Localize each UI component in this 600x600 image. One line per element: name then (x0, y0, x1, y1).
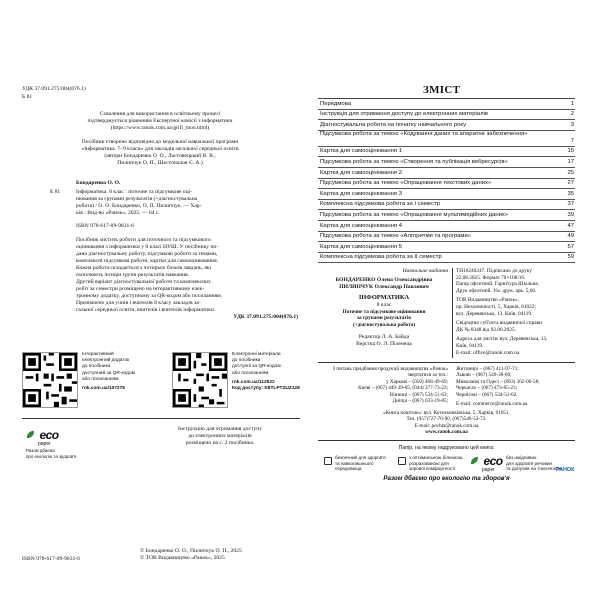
compliance-block (20, 139, 300, 167)
toc-row-label: Підсумкова робота за темою «Кодування даних та апаратне забезпечення» (320, 130, 528, 137)
paper-item-line: середовища (335, 466, 362, 472)
orders-right (456, 366, 586, 407)
order-phone: Миколаєві та Одесі – (063) 362-06-58; (456, 378, 540, 385)
order-phone: Житомирі – (067) 411-97-71; (456, 366, 519, 372)
eco-paper-logo (26, 426, 59, 447)
eco-caption-line: Разом дбаємо (26, 448, 55, 453)
order-phone: Вінниці – (067) 534-51-62; (389, 391, 448, 398)
divider (318, 362, 575, 363)
toc-row-page: 25 (567, 169, 574, 176)
toc-row-label: Діагностувальна робота на початку навчального року (320, 121, 467, 128)
publisher-line: ТОВ Видавництво «Ранок», (456, 297, 519, 304)
abstract-line: оцінювання з інформатики у 8 класі НУШ. У посібнику по- (76, 244, 219, 250)
toc-row-label: Інструкція для отримання доступу до електронних матеріалів (320, 111, 488, 118)
abstract-line: Посібник містить роботи для поточного та підсумкового (76, 237, 211, 243)
paper-item-1 (335, 455, 386, 472)
divider (318, 440, 575, 441)
qr2-caption-line: до посібника (232, 358, 261, 364)
leaf-icon (26, 426, 35, 435)
printed-line: Адреса для листів: вул. Деревянська, 13, (456, 336, 548, 343)
order-phone: у Харкові – (050) 468-49-69; (385, 379, 448, 385)
eco-paper-logo (470, 452, 503, 473)
toc-row-label: Картка для самооцінювання 4 (320, 222, 402, 229)
udk-code-bottom: УДК 37.091.275:004(076.1) (233, 314, 298, 320)
compliance-line: «Інформатика. 7–9 класи» для закладів загальної середньої освіти (81, 146, 239, 152)
qr-pattern-icon (23, 353, 77, 407)
website-link[interactable]: www.ranok.com.ua (425, 429, 468, 436)
toc-row[interactable] (318, 179, 575, 190)
qr2-caption-line: або посиланням (232, 370, 269, 376)
toc-row[interactable] (318, 147, 575, 158)
copyright-line: © Бондаренко О. О., Пилипчук О. П., 2025 (140, 548, 242, 554)
toc-row-label: Картка для самооцінювання 5 (320, 243, 402, 250)
approval-line: підтверджується рішенням Експертної комісії з інформатики (87, 118, 233, 124)
catalog-line: ків : Вид-во «Ранок», 2025. — 64 с. (76, 210, 160, 216)
commerce-email: E-mail: commerce@ranok.com.ua (456, 401, 528, 408)
abstract-line: Кожна робота складається з чотирьох блоків завдань, які (76, 265, 212, 271)
abstract-line: гальної середньої освіти, вчителів і вчителів інформатики. (76, 307, 216, 313)
catalog-description (76, 189, 298, 217)
abstract-line: Другий варіант діагностувальної роботи та комплексних (76, 279, 211, 285)
subtitle-line: (+діагностувальна робота) (352, 321, 416, 328)
catalog-line: Інформатика. 8 клас : поточне та підсумкове оці- (76, 189, 193, 195)
toc-row[interactable] (318, 189, 575, 200)
divider (22, 418, 300, 419)
toc-row[interactable] (318, 99, 575, 110)
compliance-line: Пилипчук О. П., Шестопалов Є. А.) (117, 160, 203, 166)
paper-item-line: з оптимальною білизною, (409, 455, 464, 460)
eco-caption-line: про екологію та здоров'я (26, 453, 77, 459)
toc-title: ЗМІСТ (423, 84, 461, 96)
eco-logo-text: eco (39, 428, 59, 442)
toc-row[interactable] (318, 110, 575, 121)
order-phone: Дніпрі – (067) 633-19-85; (392, 398, 448, 405)
layout-credit: Верстка О. Л. Піленець (356, 341, 412, 347)
author-name: ПИЛИПЧУК Олександр Павлович (339, 284, 429, 290)
isbn-bottom: ISBN 978-617-09-9831-6 (22, 556, 80, 562)
abstract-line: робіт за семестри розміщено на інтерактивному елек- (76, 286, 205, 292)
toc-row-label: Комплексна підсумкова робота за ІІ семестр (320, 254, 442, 261)
qr2-caption-line: Електронні матеріали (232, 352, 281, 357)
author-name: БОНДАРЕНКО Олена Олександрівна (335, 277, 433, 283)
toc-row-label: Підсумкова робота за темою «Опрацювання мультимедійних даних» (320, 211, 509, 218)
approval-block (20, 111, 300, 132)
qr1-caption-line: або посиланням (82, 376, 119, 382)
toc-row[interactable] (318, 221, 575, 232)
isbn-inline: ISBN 978-617-09-9831-6 (76, 223, 134, 229)
toc-row-label: Комплексна підсумкова робота за І семестр (320, 201, 441, 208)
store-line: E-mail: pochta@ranok.com.ua (414, 422, 479, 429)
store-line: «Книга поштою»: вул. Котельниківська, 5, Харків, 61051. (383, 410, 510, 416)
eco-caption (26, 448, 76, 459)
qr-code-electronic-materials[interactable] (172, 352, 228, 408)
toc-row[interactable] (318, 200, 575, 211)
paper-item-line: зорової комфортності (409, 466, 456, 472)
imprint-line: ТН16240247. Підписано до друку (456, 268, 532, 274)
authors-block (318, 277, 450, 291)
copyright-line: © ТОВ Видавництво «Ранок», 2025 (140, 555, 225, 561)
eye-comfort-icon (398, 457, 406, 465)
qr1-caption-line: до посібника (82, 364, 111, 370)
paper-item-line: та навколишнього (335, 460, 374, 466)
toc-row-page: 27 (567, 180, 574, 187)
toc-row[interactable] (318, 131, 575, 147)
toc-row[interactable] (318, 168, 575, 179)
leaf-health-icon (324, 457, 332, 465)
toc-row[interactable] (318, 232, 575, 243)
toc-row[interactable] (318, 253, 575, 264)
paper-heading: Папір, на якому надруковано цей книга: (398, 445, 495, 451)
abstract-line: охоплюють чотири групи результатів навчання. (76, 272, 190, 278)
order-phone: Києві – (067) 449-39-65, (044) 377-73-23; (358, 385, 448, 392)
qr1-caption-line: Інтерактивний (82, 352, 114, 357)
toc-row-label: Картка для самооцінювання 1 (320, 148, 402, 155)
qr2-caption (232, 352, 302, 392)
approval-line: (https://www.ranok.com.ua/grifi_mon.html) (110, 125, 210, 131)
abstract-line: дано діагностувальну роботу, підсумкові роботи за темами, (76, 251, 218, 257)
paper-item-3 (506, 455, 562, 472)
store-line: Тел. (057)727-70-90, (067)546-53-73. (406, 416, 487, 423)
toc-row-label: Передмова (320, 100, 352, 107)
vertical-divider (452, 268, 453, 358)
qr2-caption-line: доступні за QR-кодом (232, 364, 281, 370)
certificate-line: Свідоцтво суб'єкта видавничої справи (456, 320, 542, 327)
qr1-caption (82, 352, 137, 392)
paper-item-line: та допусків на токсичність (506, 466, 562, 472)
toc-row-label: Підсумкова робота за темою «Створення та публікація вебресурсів» (320, 158, 508, 165)
bbk-code-top: Б 81 (22, 94, 33, 100)
ranok-logo: РАНОК (556, 467, 575, 473)
imprint-line: Друк офсетний. Ум. друк. арк. 5,60. (456, 287, 537, 294)
imprint-details (456, 268, 586, 356)
toc-row-page: 15 (567, 148, 574, 155)
eco-logo-text: eco (483, 454, 503, 468)
approval-line: Схвалення для використання в освітньому процесі (99, 111, 221, 117)
order-phone: Черкасах – (067) 473-85-23; (456, 385, 518, 392)
abstract-block (76, 237, 298, 314)
toc-row-page: 47 (567, 222, 574, 229)
qr-code-interactive-app[interactable] (22, 352, 78, 408)
subtitle-line: за групами результатів (356, 315, 412, 322)
abstract-line: Призначено для учнів і вчителів 8 класу закладів за- (76, 300, 201, 306)
qr1-url-link[interactable]: rnk.com.ua/107276 (82, 386, 125, 392)
orders-intro: З питань придбання продукції видавництва «Ранок» звертатися за тел.: (332, 366, 448, 379)
qr1-caption-line: доступний за QR-кодом (82, 370, 135, 376)
bbk-code-catalog: Б 81 (50, 189, 61, 195)
printed-line: Київ, 04119. (456, 342, 484, 349)
leaf-icon (470, 452, 479, 461)
paper-item-line: без шкідливих (506, 455, 537, 460)
compliance-line: (автори Бондаренко О. О., Ластовецький В. В., (104, 153, 216, 159)
toc-row-page: 37 (567, 201, 574, 208)
grade: 8 клас (376, 302, 392, 308)
table-of-contents (318, 98, 575, 263)
catalog-line: робота) / О. О. Бондаренко, О. П. Пилипчук. — Хар- (76, 203, 202, 209)
imprint-line: 22.08.2025. Формат 70×108/16. (456, 274, 526, 281)
access-note-line: Інструкцію для отримання доступу (177, 426, 262, 432)
eco-motto: Разом дбаємо про екологію та здоров'я (383, 475, 510, 482)
order-phone: Львові – (067) 549-38-60; (456, 372, 512, 379)
qr1-caption-line: електронний додаток (82, 358, 130, 364)
book-title: ІНФОРМАТИКА (358, 294, 410, 301)
toc-row-page: 49 (567, 233, 574, 240)
editor-credit: Редактор Л. А. Байда (358, 334, 410, 340)
toc-row-label: Картка для самооцінювання 2 (320, 169, 402, 176)
eco-logo-sub: paper (482, 467, 495, 473)
toc-row-page: 3 (570, 121, 574, 128)
eco-logo-sub: paper (38, 441, 51, 447)
toc-row-label: Підсумкова робота за темою «Алгоритми та програми» (320, 233, 472, 240)
udk-code-top: УДК 37.091.275:004(076.1) (22, 86, 86, 92)
toc-row-page: 1 (570, 100, 574, 107)
store-block (318, 410, 575, 436)
paper-item-line: розрахованою для (409, 460, 449, 466)
toc-row-page: 59 (567, 254, 574, 261)
imprint-line: Папір офсетний. Гарнітура Шкільна. (456, 281, 540, 288)
author-heading: Бондаренко О. О. (76, 180, 121, 186)
toc-row-page: 17 (567, 158, 574, 165)
access-note (140, 426, 300, 447)
paper-item-line: для здоров'я речовин (506, 460, 553, 466)
paper-item-line: безпечний для здоров'я (335, 455, 386, 460)
toc-row-page: 7 (570, 137, 574, 144)
subtitle-line: Поточне та підсумкове оцінювання (342, 309, 426, 315)
copyright-block (140, 548, 242, 562)
qr-pattern-icon (173, 353, 227, 407)
order-phone: Чернігові – (067) 534-51-62. (456, 391, 518, 398)
compliance-line: Посібник створено відповідно до модельної навчальної програми (81, 139, 239, 145)
qr2-access-code: Код доступу: K8TLPTZUZ128 (232, 386, 300, 392)
orders-left (318, 379, 448, 405)
access-note-line: до електронних матеріалів (188, 433, 252, 439)
toc-row[interactable] (318, 242, 575, 253)
abstract-line: комплексні підсумкові роботи, картки для самооцінювання. (76, 258, 219, 264)
certificate-line: ДК № 8348 від 02.06.2025. (456, 326, 516, 333)
toc-row[interactable] (318, 210, 575, 221)
access-note-line: розміщено на с. 2 посібника. (185, 440, 255, 446)
edition-label: Навчальне видання (402, 268, 448, 274)
publisher-line: вул. Деревянська, 13, Київ, 04119. (456, 310, 533, 317)
subtitle-block (318, 309, 450, 328)
catalog-line: нювання за групами результатів (+діагностувальна (76, 196, 198, 202)
office-email: E-mail: office@ranok.com.ua (456, 349, 520, 356)
toc-row-page: 35 (567, 190, 574, 197)
paper-item-2 (409, 455, 464, 472)
toc-row-page: 39 (567, 211, 574, 218)
toc-row[interactable] (318, 157, 575, 168)
toc-row[interactable] (318, 120, 575, 131)
abstract-line: тронному додатку, доступному за QR-кодом або посиланням. (76, 293, 223, 299)
toc-row-label: Картка для самооцінювання 3 (320, 190, 402, 197)
publisher-line: пр. Незалежності, 5, Харків, 61022; (456, 303, 536, 310)
toc-row-label: Підсумкова робота за темою «Опрацювання текстових даних» (320, 180, 492, 187)
qr2-url-link[interactable]: rnk.com.ua/112522 (232, 379, 275, 385)
toc-row-page: 57 (567, 243, 574, 250)
toc-row-page: 2 (570, 111, 574, 118)
